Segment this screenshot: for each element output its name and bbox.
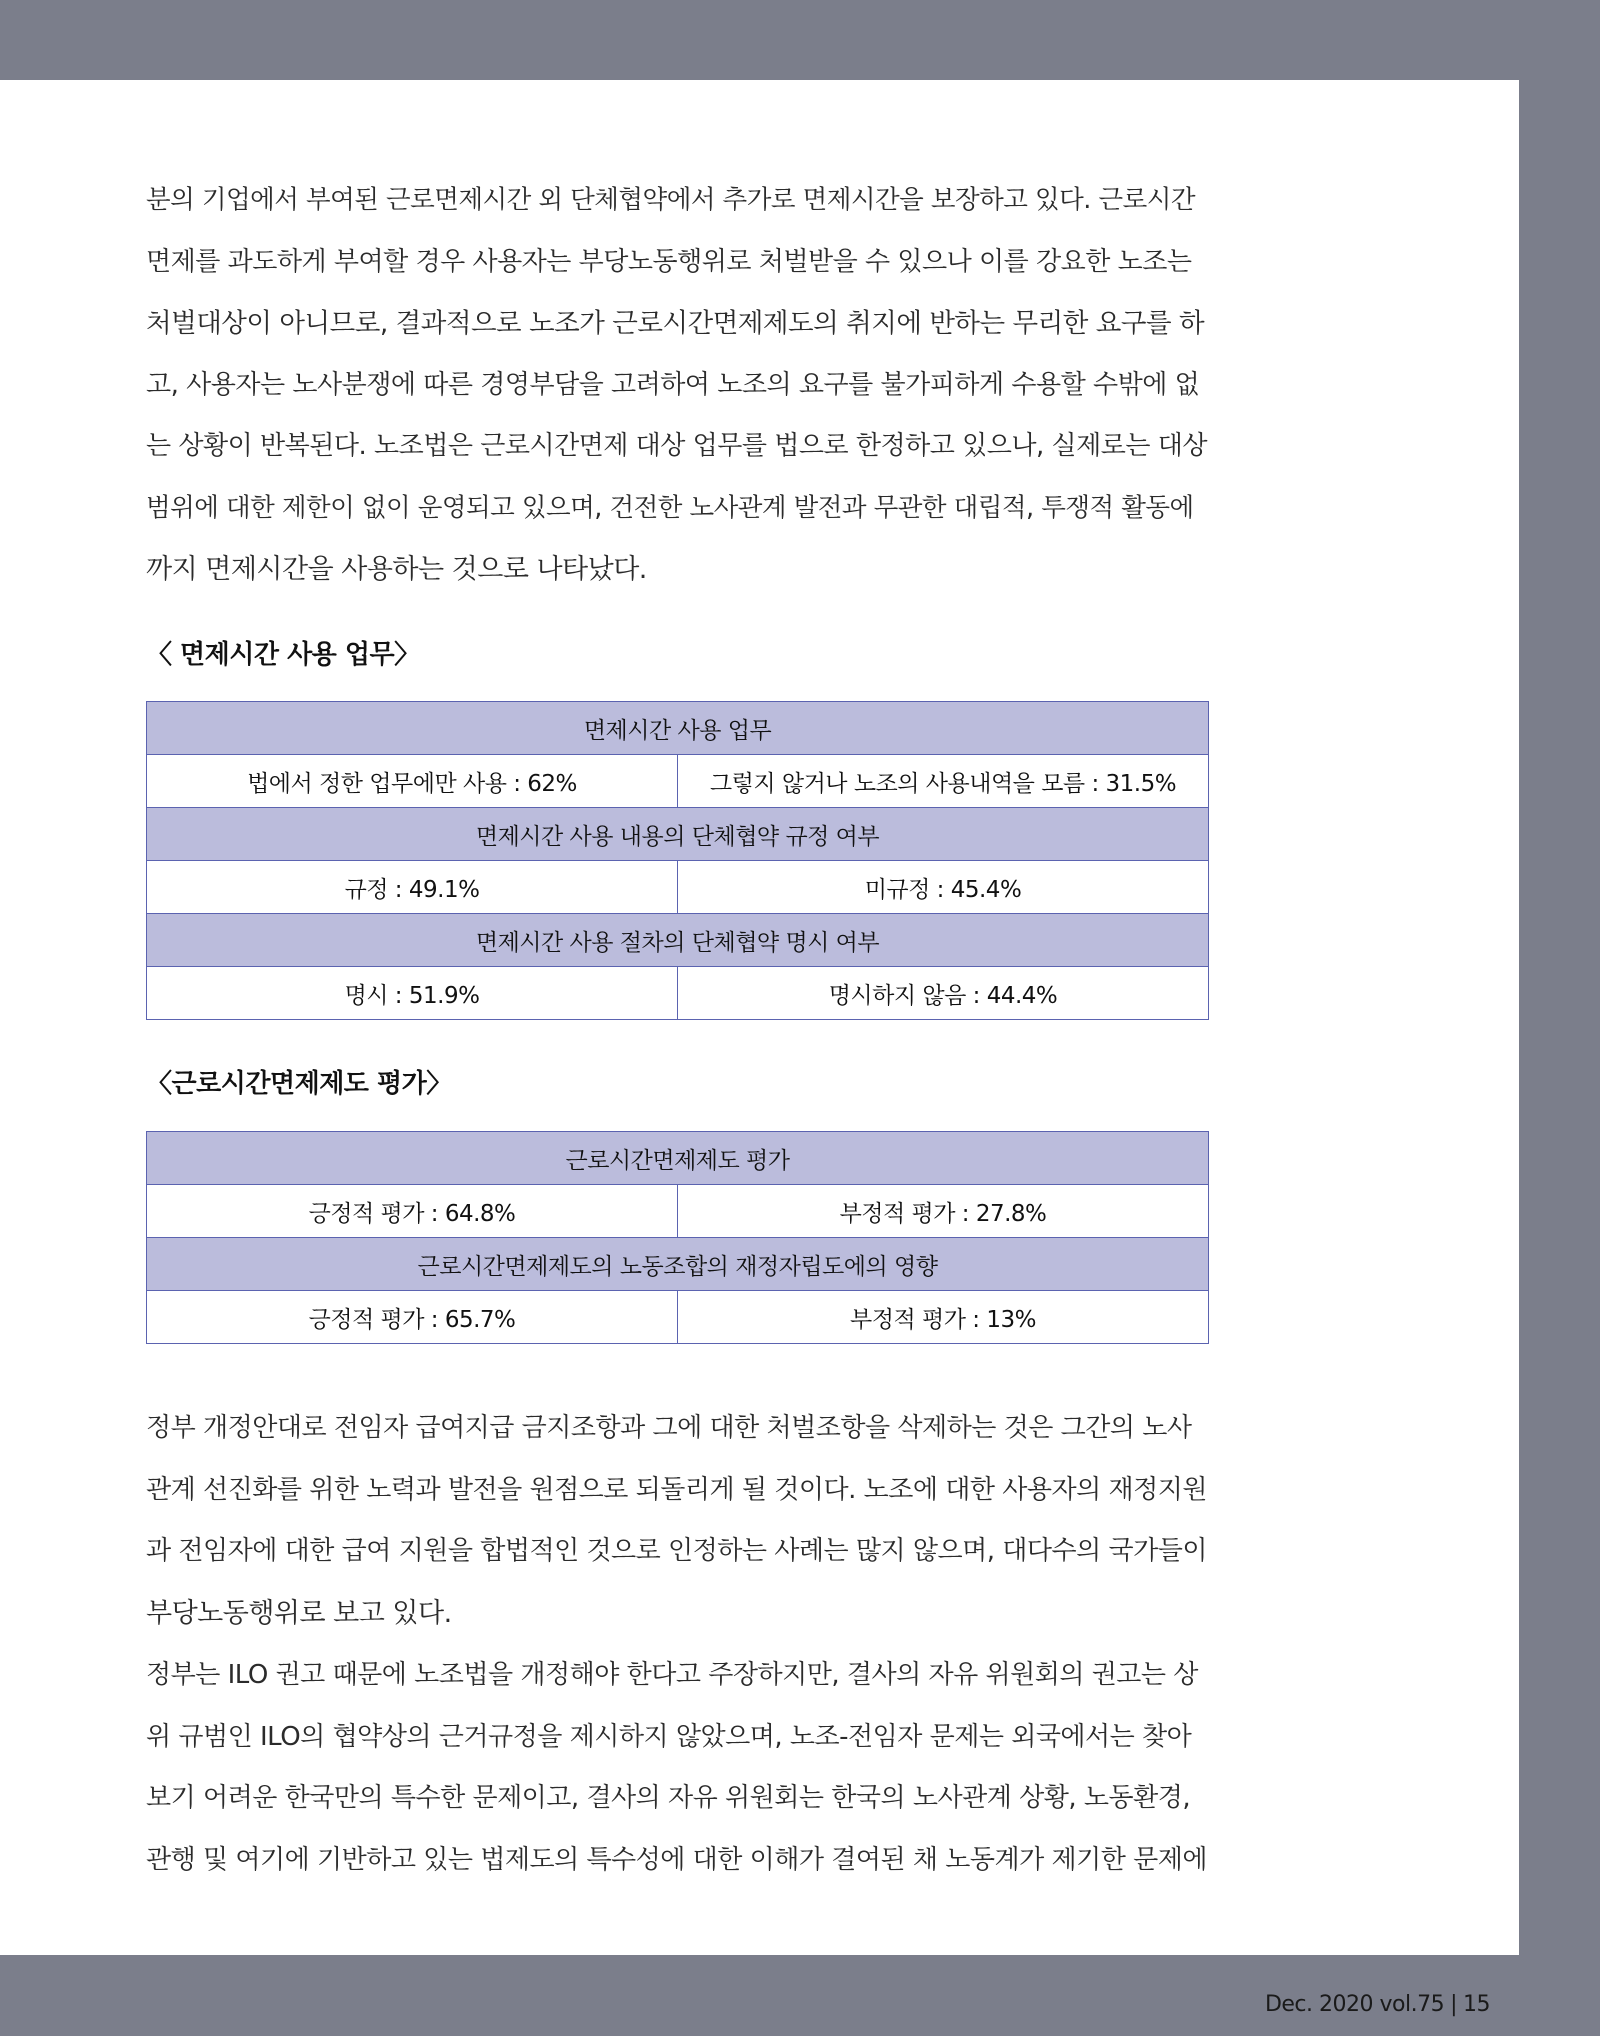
text-line: 부당노동행위로 보고 있다. [146,1597,452,1629]
text-line: 보기 어려운 한국만의 특수한 문제이고, 결사의 자유 위원회는 한국의 노사관계 상황, 노동환경, [146,1783,1191,1813]
page-footer [1265,1992,1490,2017]
table-cell: 그렇지 않거나 노조의 사용내역을 모름 : 31.5% [678,755,1209,808]
text-line: 처벌대상이 아니므로, 결과적으로 노조가 근로시간면제제도의 취지에 반하는 무리한 요구를 하 [146,308,1205,339]
text-line: 고, 사용자는 노사분쟁에 따른 경영부담을 고려하여 노조의 요구를 불가피하게 수용할 수밖에 없 [146,369,1200,400]
text-line: 위 규범인 ILO의 협약상의 근거규정을 제시하지 않았으며, 노조-전임자 문제는 외국에서는 찾아 [146,1721,1192,1752]
table-1 [146,701,1209,1020]
table-cell: 긍정적 평가 : 65.7% [147,1291,678,1344]
table-cell: 긍정적 평가 : 64.8% [147,1185,678,1238]
table-2-caption: 〈근로시간면제제도 평가〉 [146,1069,452,1099]
text-line: 는 상황이 반복된다. 노조법은 근로시간면제 대상 업무를 법으로 한정하고 있으나, 실제로는 대상 [146,431,1207,461]
body-paragraph-2 [146,1398,1209,1644]
table-cell: 명시하지 않음 : 44.4% [678,967,1209,1020]
table-cell: 미규정 : 45.4% [678,861,1209,914]
text-line: 관계 선진화를 위한 노력과 발전을 원점으로 되돌리게 될 것이다. 노조에 대한 사용자의 재정지원 [146,1474,1207,1505]
text-line: 정부는 ILO 권고 때문에 노조법을 개정해야 한다고 주장하지만, 결사의 자유 위원회의 권고는 상 [146,1660,1198,1690]
table-cell: 규정 : 49.1% [147,861,678,914]
text-line: 정부 개정안대로 전임자 급여지급 금지조항과 그에 대한 처벌조항을 삭제하는 것은 그간의 노사 [146,1413,1192,1443]
table-header-cell: 면제시간 사용 절차의 단체협약 명시 여부 [147,914,1209,967]
text-line: 관행 및 여기에 기반하고 있는 법제도의 특수성에 대한 이해가 결여된 채 노동계가 제기한 문제에 [146,1844,1207,1875]
text-line: 까지 면제시간을 사용하는 것으로 나타났다. [146,554,647,585]
text-line: 면제를 과도하게 부여할 경우 사용자는 부당노동행위로 처벌받을 수 있으나 이를 강요한 노조는 [146,246,1192,277]
table-cell: 부정적 평가 : 13% [678,1291,1209,1344]
table-header-cell: 근로시간면제제도 평가 [147,1132,1209,1185]
table-cell: 명시 : 51.9% [147,967,678,1020]
table-cell: 부정적 평가 : 27.8% [678,1185,1209,1238]
body-paragraph-1 [146,170,1209,601]
issue-label: Dec. 2020 vol.75 [1264,1992,1445,2017]
text-line: 분의 기업에서 부여된 근로면제시간 외 단체협약에서 추가로 면제시간을 보장하고 있다. 근로시간 [146,185,1195,215]
page-number: 15 [1463,1992,1490,2017]
table-header-cell: 면제시간 사용 내용의 단체협약 규정 여부 [147,808,1209,861]
table-cell: 법에서 정한 업무에만 사용 : 62% [147,755,678,808]
text-line: 과 전임자에 대한 급여 지원을 합법적인 것으로 인정하는 사례는 많지 않으며, 대다수의 국가들이 [146,1536,1207,1566]
table-2 [146,1131,1209,1344]
table-header-cell: 면제시간 사용 업무 [147,702,1209,755]
table-1-caption: 〈 면제시간 사용 업무〉 [146,640,420,670]
body-paragraph-3 [146,1645,1209,1891]
footer-separator: | [1450,1992,1457,2017]
table-header-cell: 근로시간면제제도의 노동조합의 재정자립도에의 영향 [147,1238,1209,1291]
text-line: 범위에 대한 제한이 없이 운영되고 있으며, 건전한 노사관계 발전과 무관한 대립적, 투쟁적 활동에 [146,492,1194,523]
